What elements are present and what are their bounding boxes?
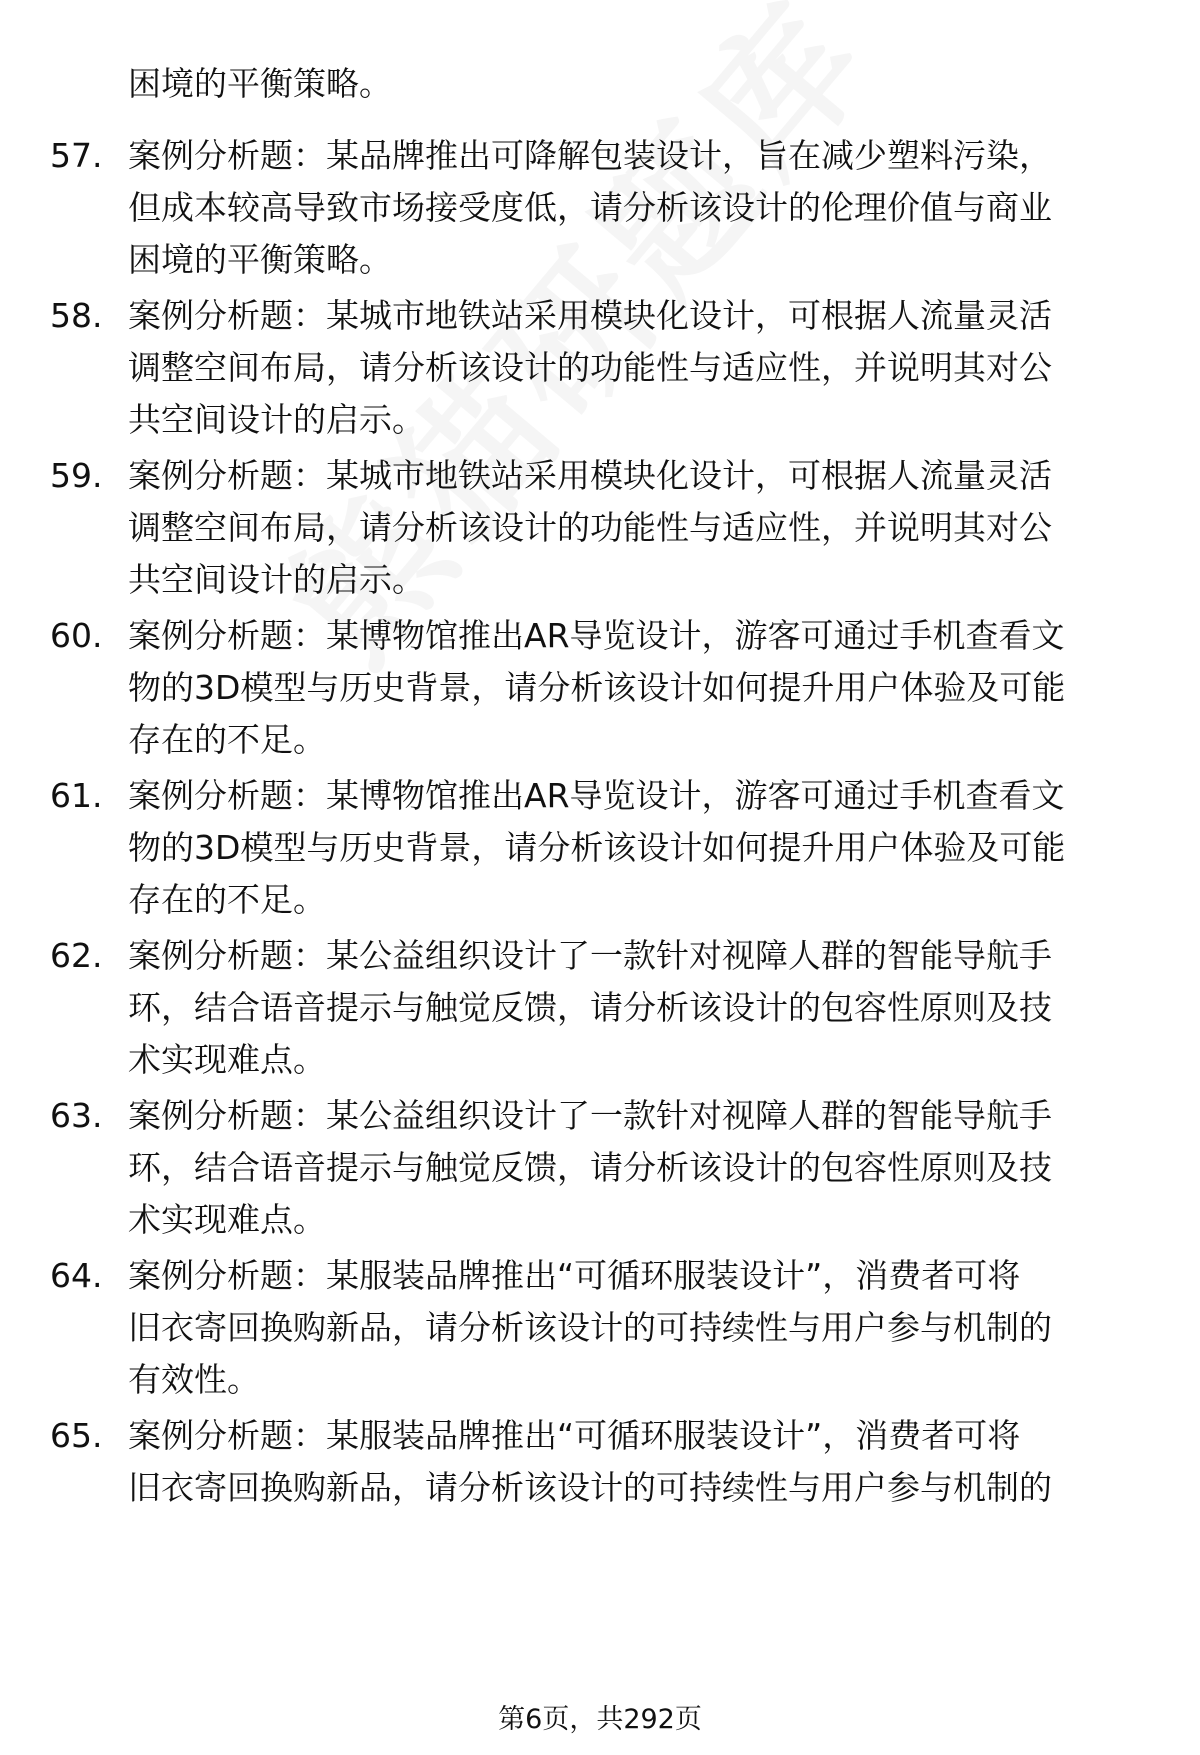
question-line: 环，结合语音提示与触觉反馈，请分析该设计的包容性原则及技 — [128, 1148, 1052, 1187]
question-number: 60. — [50, 616, 103, 655]
question-line: 调整空间布局，请分析该设计的功能性与适应性，并说明其对公 — [128, 348, 1052, 387]
question-line: 调整空间布局，请分析该设计的功能性与适应性，并说明其对公 — [128, 508, 1052, 547]
continued-text: 困境的平衡策略。 — [128, 64, 392, 103]
question-line: 案例分析题：某博物馆推出AR导览设计，游客可通过手机查看文 — [128, 776, 1065, 815]
question-line: 环，结合语音提示与触觉反馈，请分析该设计的包容性原则及技 — [128, 988, 1052, 1027]
question-line: 旧衣寄回换购新品，请分析该设计的可持续性与用户参与机制的 — [128, 1308, 1052, 1347]
question-line: 但成本较高导致市场接受度低，请分析该设计的伦理价值与商业 — [128, 188, 1052, 227]
question-number: 63. — [50, 1096, 103, 1135]
question-number: 64. — [50, 1256, 103, 1295]
question-number: 59. — [50, 456, 103, 495]
question-line: 案例分析题：某服装品牌推出“可循环服装设计”，消费者可将 — [128, 1416, 1021, 1455]
question-number: 61. — [50, 776, 103, 815]
question-line: 案例分析题：某城市地铁站采用模块化设计，可根据人流量灵活 — [128, 456, 1052, 495]
question-line: 案例分析题：某品牌推出可降解包装设计，旨在减少塑料污染， — [128, 136, 1052, 175]
question-line: 共空间设计的启示。 — [128, 400, 425, 439]
question-line: 物的3D模型与历史背景，请分析该设计如何提升用户体验及可能 — [128, 668, 1066, 707]
page-footer: 第6页，共292页 — [498, 1704, 702, 1735]
question-line: 存在的不足。 — [128, 720, 326, 759]
question-line: 案例分析题：某城市地铁站采用模块化设计，可根据人流量灵活 — [128, 296, 1052, 335]
question-line: 共空间设计的启示。 — [128, 560, 425, 599]
question-line: 有效性。 — [128, 1360, 260, 1399]
question-number: 62. — [50, 936, 103, 975]
question-line: 困境的平衡策略。 — [128, 240, 392, 279]
question-line: 存在的不足。 — [128, 880, 326, 919]
question-line: 案例分析题：某服装品牌推出“可循环服装设计”，消费者可将 — [128, 1256, 1021, 1295]
question-number: 57. — [50, 136, 103, 175]
question-line: 术实现难点。 — [128, 1200, 326, 1239]
question-number: 58. — [50, 296, 103, 335]
question-line: 案例分析题：某公益组织设计了一款针对视障人群的智能导航手 — [128, 1096, 1052, 1135]
question-line: 旧衣寄回换购新品，请分析该设计的可持续性与用户参与机制的 — [128, 1468, 1052, 1507]
question-line: 案例分析题：某博物馆推出AR导览设计，游客可通过手机查看文 — [128, 616, 1065, 655]
question-line: 案例分析题：某公益组织设计了一款针对视障人群的智能导航手 — [128, 936, 1052, 975]
question-number: 65. — [50, 1416, 103, 1455]
question-line: 术实现难点。 — [128, 1040, 326, 1079]
question-line: 物的3D模型与历史背景，请分析该设计如何提升用户体验及可能 — [128, 828, 1066, 867]
